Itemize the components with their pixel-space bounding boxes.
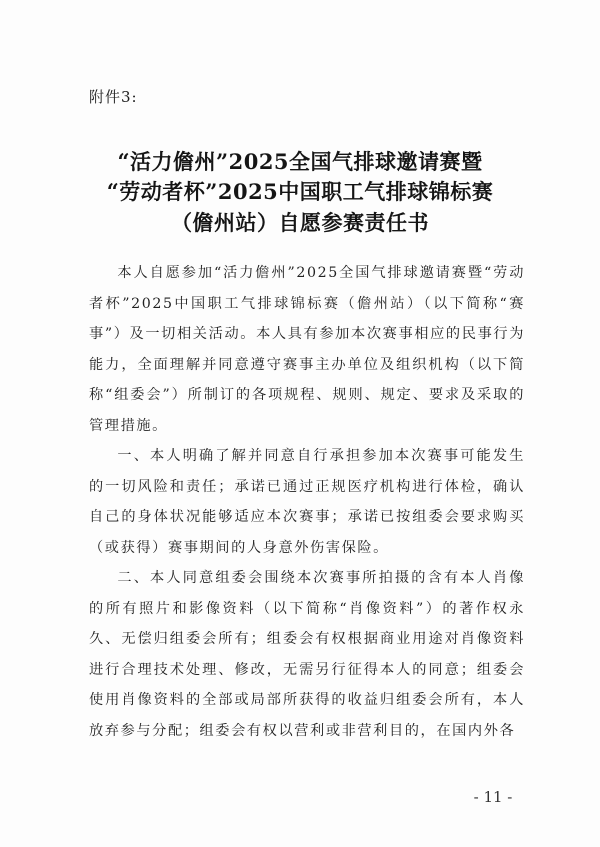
page-number: - 11 -: [473, 788, 513, 806]
paragraph-clause-2: 二、本人同意组委会围绕本次赛事所拍摄的含有本人肖像的所有照片和影像资料（以下简称“肖像资料”）的著作权永久、无偿归组委会所有；组委会有权根据商业用途对肖像资料进行合理技术处理、修改，无需另行征得本人的同意；组委会使用肖像资料的全部或局部所获得的收益归组委会所有，本人放弃参与分配；组委会有权以营利或非营利目的，在国内外各: [89, 570, 525, 739]
document-body: [89, 258, 525, 746]
paragraph-intro: 本人自愿参加“活力儋州”2025全国气排球邀请赛暨“劳动者杯”2025中国职工气排球锦标赛（儋州站）（以下简称“赛事”）及一切相关活动。本人具有参加本次赛事相应的民事行为能力，全面理解并同意遵守赛事主办单位及组织机构（以下简称“组委会”）所制订的各项规程、规则、规定、要求及采取的管理措施。: [89, 265, 525, 434]
title-line-3: （儋州站）自愿参赛责任书: [171, 210, 429, 235]
attachment-label: 附件3:: [89, 88, 138, 106]
paragraph-clause-1: 一、本人明确了解并同意自行承担参加本次赛事可能发生的一切风险和责任；承诺已通过正规医疗机构进行体检，确认自己的身体状况能够适应本次赛事；承诺已按组委会要求购买（或获得）赛事期间的人身意外伤害保险。: [89, 448, 525, 556]
title-line-2: “劳动者杯”2025中国职工气排球锦标赛: [106, 179, 494, 204]
title-line-1: “活力儋州”2025全国气排球邀请赛暨: [117, 149, 483, 174]
